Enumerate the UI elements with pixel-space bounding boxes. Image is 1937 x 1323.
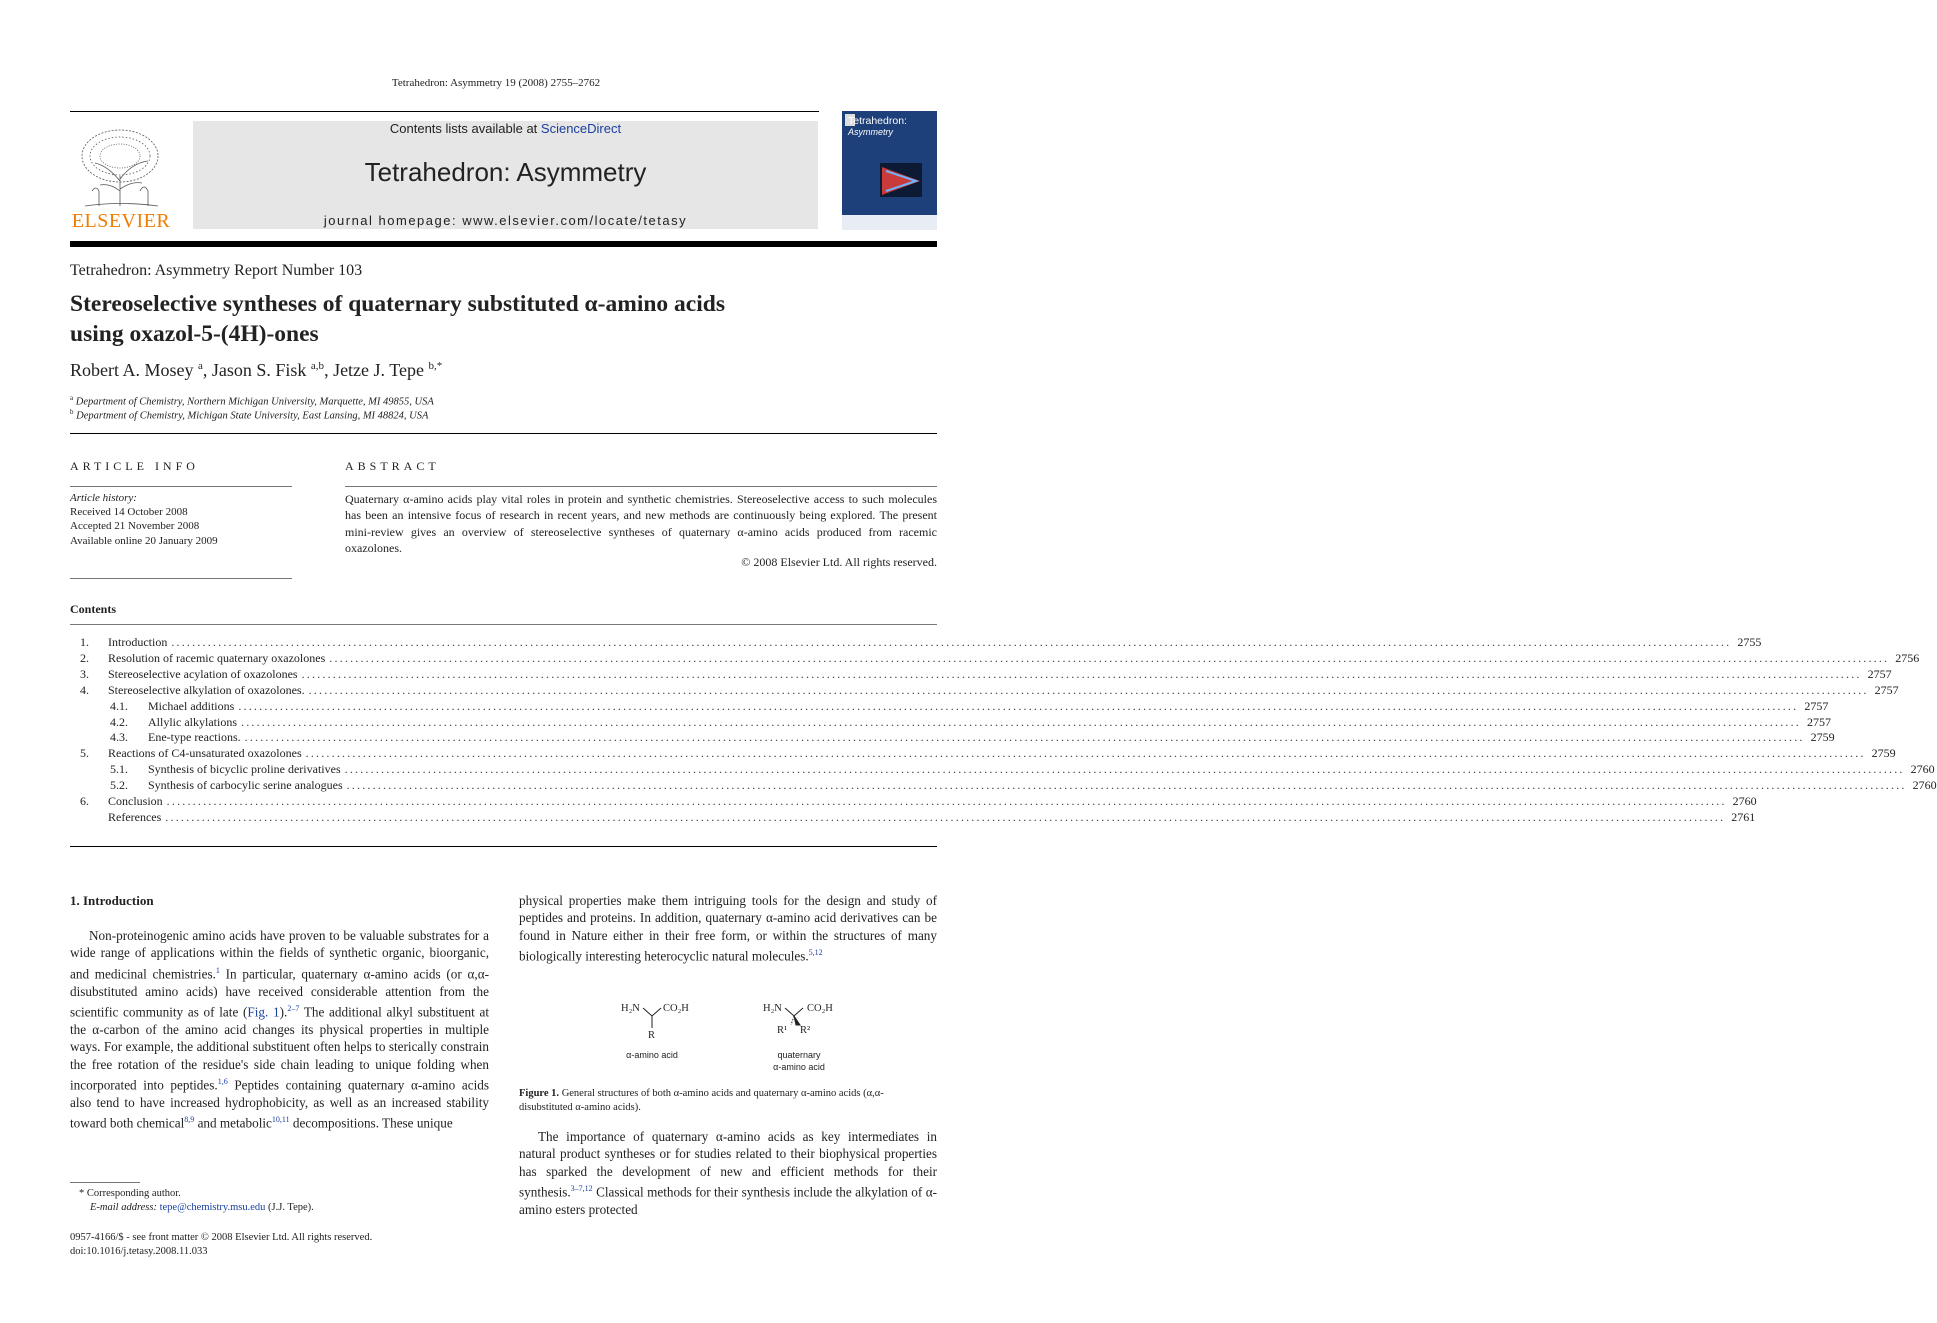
toc-entry[interactable] — [70, 793, 1757, 809]
toc-page-number: 2759 — [1810, 730, 1835, 745]
body-text: and metabolic — [194, 1115, 272, 1131]
toc-label[interactable]: Reactions of C4-unsaturated oxazolones — [108, 746, 302, 761]
toc-label[interactable]: Conclusion — [108, 794, 163, 808]
corresponding-label: Corresponding author. — [86, 1188, 181, 1199]
toc-leader-dots: ............................................................................................................................................................................................................................................................................................................ — [308, 682, 1869, 697]
citation-ref[interactable]: 2–7 — [287, 1004, 300, 1014]
article-info-heading: ARTICLE INFO — [70, 459, 199, 473]
email-label: E-mail address: — [90, 1202, 157, 1213]
citation-ref[interactable]: 10,11 — [271, 1115, 290, 1125]
toc-label[interactable]: Synthesis of carbocylic serine analogues — [148, 778, 343, 793]
toc-leader-dots: ............................................................................................................................................................................................................................................................................................................ — [238, 698, 1799, 713]
sciencedirect-link[interactable]: ScienceDirect — [540, 121, 622, 136]
body-text: The additional alkyl substituent at the α-carbon of the amino acid changes its physical properties in multiple ways. For example, the additional substituent often helps to sterically constrain the free rotation of the residue's side chain leading to unique folding when incorporated into peptides. — [70, 1004, 489, 1093]
contents-bottom-rule — [70, 846, 937, 847]
toc-entry[interactable] — [70, 682, 1899, 698]
issn-line: 0957-4166/$ - see front matter © 2008 Elsevier Ltd. All rights reserved. — [70, 1232, 373, 1243]
toc-entry[interactable] — [70, 634, 1762, 650]
toc-page-number: 2755 — [1737, 635, 1762, 649]
toc-entry[interactable] — [70, 745, 1896, 761]
intro-paragraph-1 — [70, 927, 489, 1132]
paper-title-line2: using oxazol-5-(4H)-ones — [70, 321, 319, 347]
paper-title-line1: Stereoselective syntheses of quaternary substituted α-amino acids — [70, 291, 725, 317]
toc-leader-dots: ............................................................................................................................................................................................................................................................................................................ — [166, 794, 1727, 808]
toc-page-number: 2760 — [1910, 762, 1935, 777]
figure-1 — [519, 995, 937, 1080]
body-text: Peptides containing quaternary α-amino acids also tend to have increased hydrophobicity, as well as an increased stability toward both chemical — [70, 1077, 489, 1131]
toc-number: 6. — [80, 794, 89, 808]
affiliation-mark: b — [70, 408, 74, 416]
toc-label[interactable]: Allylic alkylations — [148, 714, 237, 729]
body-text: decompositions. These unique — [289, 1115, 453, 1131]
toc-number: 2. — [80, 650, 89, 665]
affiliation — [70, 408, 428, 422]
citation-ref[interactable]: 8,9 — [184, 1115, 195, 1125]
article-info-rule-bottom — [70, 578, 292, 579]
toc-page-number: 2761 — [1731, 809, 1756, 824]
citation-ref[interactable]: 1 — [215, 965, 220, 975]
abstract-text: Quaternary α-amino acids play vital roles in protein and synthetic chemistries. Stereoselective access to such molecules has been an intensive focus of research in recent years, and new methods are continuously being explored. The present mini-review gives an overview of stereoselective syntheses of quaternary α-amino acids produced from racemic oxazolones. — [345, 492, 937, 555]
intro-paragraph-2 — [519, 1128, 937, 1218]
contents-heading: Contents — [70, 602, 117, 616]
nh2-label: H₂N — [763, 1003, 782, 1014]
body-text: ). — [279, 1004, 288, 1020]
toc-page-number: 2760 — [1732, 794, 1757, 808]
toc-label[interactable]: Stereoselective acylation of oxazolones — [108, 666, 298, 681]
toc-number: 4.3. — [110, 730, 128, 745]
toc-leader-dots: ............................................................................................................................................................................................................................................................................................................ — [241, 714, 1801, 729]
author-affil-mark[interactable]: b,* — [428, 360, 443, 372]
cover-title — [848, 116, 907, 138]
footnote-star: * — [79, 1188, 85, 1199]
toc-label[interactable]: References — [108, 809, 162, 824]
figure-label-alpha-amino-acid: α-amino acid — [773, 1062, 825, 1072]
co2h-label: CO₂H — [663, 1003, 689, 1014]
toc-entry[interactable] — [70, 777, 1937, 793]
toc-entry[interactable] — [70, 761, 1935, 777]
paper-title — [70, 289, 930, 349]
toc-entry[interactable] — [70, 650, 1920, 666]
r2-label: R² — [800, 1025, 811, 1036]
toc-page-number: 2756 — [1895, 650, 1920, 665]
toc-entry[interactable] — [70, 666, 1892, 682]
toc-entry[interactable] — [70, 714, 1831, 730]
toc-number: 5. — [80, 746, 89, 761]
toc-page-number: 2759 — [1871, 746, 1896, 761]
toc-number: 3. — [80, 666, 89, 681]
contents-available-line — [193, 121, 818, 136]
author-affil-mark[interactable]: a — [198, 360, 203, 372]
co2h-label: CO₂H — [807, 1003, 833, 1014]
affiliation-mark: a — [70, 394, 74, 402]
figure-label-quaternary: quaternary — [777, 1050, 821, 1060]
intro-paragraph-1-continued — [519, 892, 937, 965]
copyright-line: © 2008 Elsevier Ltd. All rights reserved. — [741, 555, 937, 569]
toc-page-number: 2757 — [1874, 682, 1899, 697]
toc-leader-dots: ............................................................................................................................................................................................................................................................................................................ — [244, 730, 1805, 745]
corresponding-author-footnote — [70, 1187, 314, 1215]
toc-page-number: 2757 — [1804, 698, 1829, 713]
body-text: In particular, quaternary α-amino acids (or α,α-disubstituted amino acids) have received considerable attention from the scientific community as of late ( — [70, 966, 489, 1020]
toc-entry[interactable] — [70, 809, 1756, 825]
toc-leader-dots: ............................................................................................................................................................................................................................................................................................................ — [346, 778, 1907, 793]
toc-number: 1. — [80, 635, 89, 649]
publisher-name: ELSEVIER — [71, 210, 171, 232]
toc-leader-dots: ............................................................................................................................................................................................................................................................................................................ — [329, 650, 1890, 665]
online-date: Available online 20 January 2009 — [70, 534, 218, 547]
toc-leader-dots: ............................................................................................................................................................................................................................................................................................................ — [171, 635, 1732, 649]
cover-title-line2: Asymmetry — [848, 127, 893, 137]
article-history — [70, 491, 218, 548]
figure-caption-label: Figure 1. — [519, 1088, 560, 1099]
contents-prefix: Contents lists available at — [389, 121, 541, 136]
footnote-rule — [70, 1182, 140, 1183]
toc-label[interactable]: Ene-type reactions. — [148, 730, 241, 745]
toc-label[interactable]: Introduction — [108, 635, 168, 649]
nh2-label: H₂N — [621, 1003, 640, 1014]
toc-leader-dots: ............................................................................................................................................................................................................................................................................................................ — [305, 746, 1866, 761]
email-suffix: (J.J. Tepe). — [268, 1202, 314, 1213]
toc-label[interactable]: Synthesis of bicyclic proline derivatives — [148, 762, 341, 777]
divider — [70, 433, 937, 434]
toc-label[interactable]: Stereoselective alkylation of oxazolones. — [108, 682, 305, 697]
body-text: The importance of quaternary α-amino acids as key intermediates in natural product syntheses or for studies related to their biophysical properties has sparked the development of new and efficient methods for their synthesis. — [519, 1129, 937, 1200]
abstract-heading: ABSTRACT — [345, 459, 440, 473]
history-label: Article history: — [70, 492, 137, 504]
abstract-rule — [345, 486, 937, 487]
toc-number: 5.1. — [110, 762, 128, 777]
toc-label[interactable]: Resolution of racemic quaternary oxazolones — [108, 650, 326, 665]
figure-label-alpha-amino-acid: α-amino acid — [626, 1050, 678, 1060]
toc-entry[interactable] — [70, 698, 1829, 714]
toc-leader-dots: ............................................................................................................................................................................................................................................................................................................ — [301, 666, 1862, 681]
toc-number: 4. — [80, 682, 89, 697]
toc-number: 4.1. — [110, 698, 128, 713]
body-text: physical properties make them intriguing tools for the design and study of peptides and proteins. In addition, quaternary α-amino acid derivatives can be found in Nature either in their free form, or within the structures of many biologically interesting heterocyclic natural molecules. — [519, 893, 937, 964]
report-number: Tetrahedron: Asymmetry Report Number 103 — [70, 262, 363, 279]
amino-acid-structures — [519, 995, 937, 1080]
figure-1-caption — [519, 1087, 937, 1115]
citation-ref[interactable]: 5,12 — [808, 948, 823, 958]
journal-citation: Tetrahedron: Asymmetry 19 (2008) 2755–2762 — [391, 77, 601, 89]
cover-title-line1: Tetrahedron: — [848, 115, 907, 127]
toc-label[interactable]: Michael additions — [148, 698, 235, 713]
header-thick-rule — [70, 241, 937, 247]
article-info-rule — [70, 486, 292, 487]
toc-number — [70, 809, 108, 825]
toc-page-number: 2760 — [1912, 778, 1937, 793]
author-name: Jason S. Fisk — [211, 360, 307, 380]
toc-number: 5.2. — [110, 778, 128, 793]
toc-leader-dots: ............................................................................................................................................................................................................................................................................................................ — [344, 762, 1905, 777]
author-name: Robert A. Mosey — [70, 360, 194, 380]
email-link[interactable]: tepe@chemistry.msu.edu — [159, 1202, 266, 1213]
author-list: Robert A. Mosey $^a$, Jason S. Fisk $^{a,b}$, Jetze J. Tepe $^{b,*}$ — [70, 360, 443, 380]
citation-ref[interactable]: 1,6 — [217, 1077, 228, 1087]
r1-label: R¹ — [777, 1025, 788, 1036]
citation-ref[interactable]: 3–7,12 — [570, 1184, 593, 1194]
toc-number: 4.2. — [110, 714, 128, 729]
contents-rule — [70, 624, 937, 625]
body-text: Non-proteinogenic amino acids have proven to be valuable substrates for a wide range of applications within the fields of synthetic organic, bioorganic, and medicinal chemistries. — [70, 928, 489, 982]
body-text: Classical methods for their synthesis include the alkylation of α-amino esters protected — [519, 1184, 937, 1218]
doi-line[interactable]: doi:10.1016/j.tetasy.2008.11.033 — [70, 1246, 208, 1257]
figure-link[interactable]: Fig. 1 — [247, 1004, 280, 1020]
accepted-date: Accepted 21 November 2008 — [70, 520, 200, 533]
affiliation-text: Department of Chemistry, Michigan State University, East Lansing, MI 48824, USA — [76, 410, 429, 422]
toc-page-number: 2757 — [1867, 666, 1892, 681]
toc-page-number: 2757 — [1807, 714, 1831, 729]
r-label: R — [648, 1030, 656, 1041]
toc-leader-dots: ............................................................................................................................................................................................................................................................................................................ — [165, 809, 1726, 824]
journal-name: Tetrahedron: Asymmetry — [364, 157, 647, 187]
front-matter — [70, 1231, 372, 1259]
author-affil-mark[interactable]: a,b — [310, 360, 325, 372]
figure-caption-text: General structures of both α-amino acids and quaternary α-amino acids (α,α-disubstituted α-amino acids). — [519, 1088, 884, 1113]
affiliation-text: Department of Chemistry, Northern Michigan University, Marquette, MI 49855, USA — [75, 396, 434, 408]
header-top-rule — [70, 111, 819, 112]
received-date: Received 14 October 2008 — [70, 506, 188, 519]
toc-entry[interactable] — [70, 729, 1835, 745]
journal-homepage-link[interactable]: journal homepage: www.elsevier.com/locate/tetasy — [323, 213, 688, 228]
section-heading-introduction: 1. Introduction — [70, 893, 154, 908]
affiliation — [70, 394, 434, 408]
author-name: Jetze J. Tepe — [333, 360, 424, 380]
